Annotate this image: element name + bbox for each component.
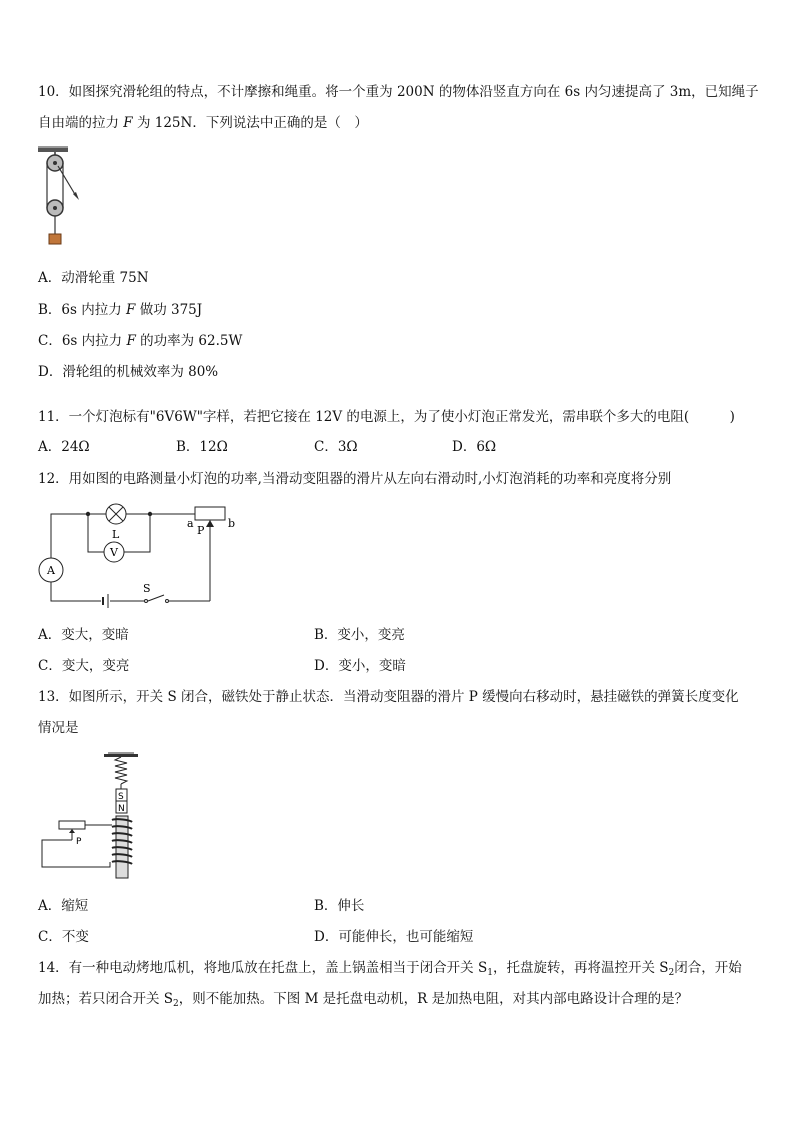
q10-option-b-post: 做功 375J	[135, 302, 203, 318]
q12-option-b: B．变小，变亮	[314, 627, 405, 643]
q10-option-c-pre: C．6s 内拉力	[38, 333, 127, 349]
q10-stem-line2-post: 为 125N．下列说法中正确的是（ ）	[132, 115, 368, 131]
q13-option-d: D．可能伸长，也可能缩短	[314, 929, 474, 945]
label-ammeter: A	[47, 564, 55, 577]
electromagnet-figure-q13	[38, 752, 150, 880]
q14-sub3: 2	[173, 999, 179, 1009]
label-p: P	[76, 837, 82, 847]
q14-sub2: 2	[668, 968, 675, 978]
label-b: b	[228, 517, 236, 530]
q12-option-a: A．变大，变暗	[38, 627, 129, 643]
q13-option-a: A．缩短	[38, 898, 89, 914]
circuit-figure-q12	[36, 502, 266, 608]
label-a: a	[187, 517, 194, 530]
load-block	[49, 234, 61, 244]
q10-option-c-post: 的功率为 62.5W	[135, 333, 243, 349]
pulley-figure	[36, 146, 86, 250]
label-p: P	[197, 524, 205, 537]
q12-option-d: D．变小，变暗	[314, 658, 406, 674]
label-magnet-s: S	[118, 792, 124, 802]
q13-stem-line1: 13．如图所示，开关 S 闭合，磁铁处于静止状态．当滑动变阻器的滑片 P 缓慢向右移动时，悬挂磁铁的弹簧长度变化	[38, 689, 739, 705]
rheostat	[59, 821, 85, 829]
q11-stem: 11．一个灯泡标有"6V6W"字样，若把它接在 12V 的电源上，为了使小灯泡正常发光，需串联个多大的电阻( )	[38, 409, 735, 425]
label-s: S	[143, 582, 151, 595]
q14-line1-b: ，托盘旋转，再将温控开关 S	[492, 960, 669, 976]
switch-icon	[166, 600, 169, 603]
q11-option-c: C．3Ω	[314, 439, 358, 455]
q14-line1-a: 14．有一种电动烤地瓜机，将地瓜放在托盘上，盖上锅盖相当于闭合开关 S	[38, 960, 488, 976]
q10-var-f: F	[123, 115, 133, 131]
rheostat	[195, 507, 225, 520]
q14-line1-c: 闭合，开始	[674, 960, 742, 976]
label-l: L	[112, 528, 120, 541]
q14-line2-b: ，则不能加热。下图 M 是托盘电动机，R 是加热电阻，对其内部电路设计合理的是？	[178, 991, 689, 1007]
q11-option-b: B．12Ω	[176, 439, 228, 455]
q10-option-c-var: F	[126, 333, 136, 349]
q14-line2-a: 加热；若只闭合开关 S	[38, 991, 174, 1007]
q10-stem-line2	[38, 113, 368, 133]
q10-option-b	[38, 300, 202, 320]
q13-option-c: C．不变	[38, 929, 89, 945]
q13-option-b: B．伸长	[314, 898, 365, 914]
q10-option-a: A．动滑轮重 75N	[38, 270, 149, 286]
q10-stem-line1: 10．如图探究滑轮组的特点，不计摩擦和绳重。将一个重为 200N 的物体沿竖直方向在 6s 内匀速提高了 3m，已知绳子	[38, 84, 759, 100]
q12-option-c: C．变大，变亮	[38, 658, 130, 674]
q10-option-b-var: F	[126, 302, 136, 318]
q10-stem-line2-pre: 自由端的拉力	[38, 115, 124, 131]
q10-option-c	[38, 331, 242, 351]
ceiling-support	[38, 148, 68, 152]
q10-option-d: D．滑轮组的机械效率为 80%	[38, 364, 219, 380]
label-v: V	[110, 546, 118, 559]
label-magnet-n: N	[118, 804, 125, 814]
q11-option-a: A．24Ω	[38, 439, 90, 455]
spring	[115, 757, 127, 784]
q10-option-b-pre: B．6s 内拉力	[38, 302, 127, 318]
q11-option-d: D．6Ω	[452, 439, 497, 455]
q14-stem-line2	[38, 989, 688, 1014]
q13-stem-line2: 情况是	[38, 720, 79, 736]
q14-stem-line1	[38, 958, 742, 983]
q14-sub1: 1	[487, 968, 493, 978]
q12-stem: 12．用如图的电路测量小灯泡的功率,当滑动变阻器的滑片从左向右滑动时,小灯泡消耗的功率和亮度将分别	[38, 471, 672, 487]
